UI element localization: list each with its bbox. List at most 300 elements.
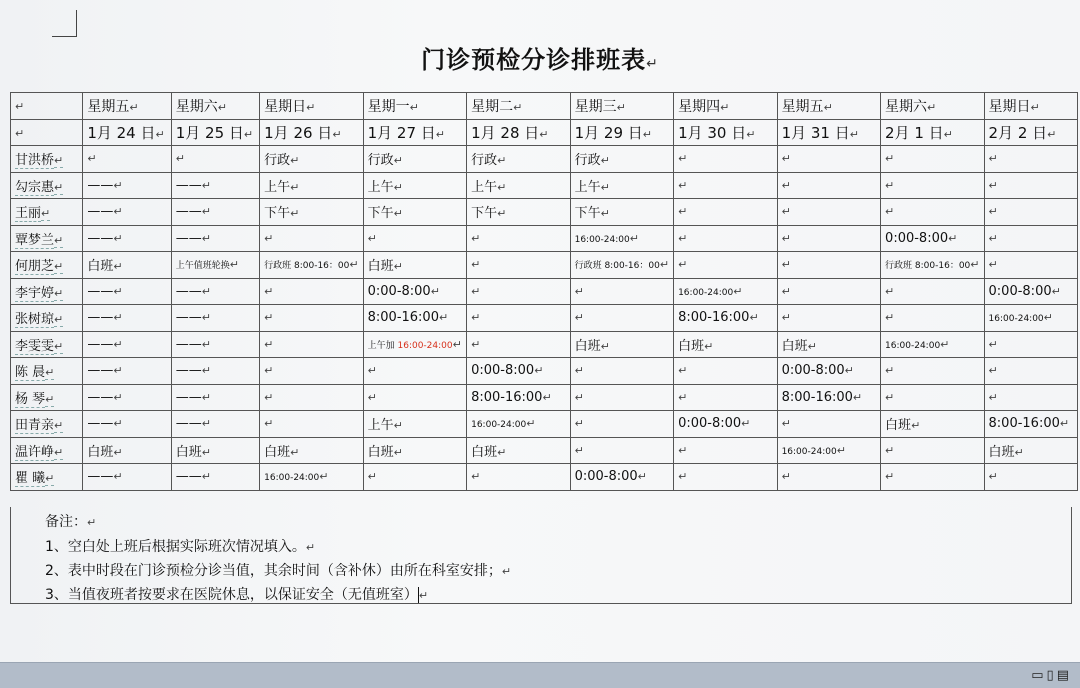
schedule-cell[interactable] [467,252,570,279]
paragraph-mark-icon: ↵ [290,154,300,168]
paragraph-mark-icon: ↵ [988,337,998,351]
paragraph-mark-icon: ↵ [885,178,895,192]
schedule-cell[interactable]: 下午↵ [570,199,673,226]
date-header-0[interactable]: 1月 24 日↵ [83,119,171,146]
paragraph-mark-icon: ↵ [539,127,549,141]
paragraph-mark-icon: ↵ [113,284,123,298]
paragraph-mark-icon: ↵ [155,127,165,141]
table-row [11,252,1078,279]
paragraph-mark-icon: ↵ [497,180,507,194]
paragraph-mark-icon: ↵ [600,207,610,221]
paragraph-mark-icon: ↵ [1047,127,1057,141]
date-header-9[interactable]: 2月 2 日↵ [984,119,1077,146]
view-normal-icon[interactable]: ▭ [1031,668,1047,683]
schedule-cell[interactable]: ——↵ [171,278,259,305]
paragraph-mark-icon: ↵ [943,127,953,141]
status-bar [0,662,1080,688]
schedule-cell[interactable]: 白班↵ [570,331,673,358]
date-header-row [11,119,1078,146]
table-row [11,331,1078,358]
schedule-cell[interactable]: 上午↵ [260,172,363,199]
paragraph-mark-icon: ↵ [217,100,227,114]
schedule-cell[interactable] [363,358,466,385]
paragraph-mark-icon: ↵ [940,337,950,351]
schedule-cell[interactable]: ——↵ [171,305,259,332]
table-row [11,172,1078,199]
schedule-cell[interactable] [260,331,363,358]
staff-name[interactable]: 甘洪桥↵ [11,146,83,173]
schedule-cell[interactable] [777,252,880,279]
weekday-header-6[interactable]: 星期四↵ [674,93,777,120]
paragraph-mark-icon: ↵ [574,311,584,325]
paragraph-mark-icon: ↵ [367,231,377,245]
view-buttons[interactable] [1031,668,1072,683]
table-row [11,146,1078,173]
table-row [11,199,1078,226]
schedule-cell[interactable]: 白班↵ [674,331,777,358]
weekday-header-4[interactable]: 星期二↵ [467,93,570,120]
schedule-cell[interactable] [777,146,880,173]
date-header-3[interactable]: 1月 27 日↵ [363,119,466,146]
paragraph-mark-icon: ↵ [1051,284,1061,298]
schedule-cell[interactable]: 0:00-8:00↵ [881,225,984,252]
schedule-cell[interactable]: ——↵ [171,172,259,199]
paragraph-mark-icon: ↵ [781,178,791,192]
paragraph-mark-icon: ↵ [409,100,419,114]
schedule-cell[interactable] [260,305,363,332]
schedule-cell[interactable]: ——↵ [83,305,171,332]
paragraph-mark-icon: ↵ [471,284,481,298]
schedule-cell[interactable]: 16:00-24:00↵ [467,411,570,438]
schedule-cell[interactable] [881,358,984,385]
paragraph-mark-icon: ↵ [988,231,998,245]
paragraph-mark-icon: ↵ [678,152,688,166]
schedule-cell[interactable] [777,199,880,226]
paragraph-mark-icon: ↵ [201,470,211,484]
paragraph-mark-icon: ↵ [471,258,481,272]
paragraph-mark-icon: ↵ [113,205,123,219]
schedule-cell[interactable]: 16:00-24:00↵ [881,331,984,358]
paragraph-mark-icon: ↵ [471,337,481,351]
schedule-cell[interactable] [674,384,777,411]
schedule-cell[interactable]: 上午↵ [570,172,673,199]
paragraph-mark-icon: ↵ [852,390,863,404]
schedule-cell[interactable] [674,464,777,491]
schedule-cell[interactable]: 白班↵ [363,437,466,464]
note-item-1[interactable]: 1、空白处上班后根据实际班次情况填入。↵ [45,539,316,555]
paragraph-mark-icon: ↵ [526,417,536,431]
paragraph-mark-icon: ↵ [574,284,584,298]
schedule-cell[interactable]: 0:00-8:00↵ [570,464,673,491]
schedule-cell[interactable]: 白班↵ [83,252,171,279]
paragraph-mark-icon: ↵ [113,390,123,404]
paragraph-mark-icon: ↵ [1043,311,1053,325]
schedule-cell[interactable]: 上午加 16:00-24:00↵ [363,331,466,358]
schedule-cell[interactable] [467,225,570,252]
schedule-cell[interactable] [881,172,984,199]
schedule-cell[interactable]: 16:00-24:00↵ [570,225,673,252]
weekday-header-9[interactable]: 星期日↵ [984,93,1077,120]
paragraph-mark-icon: ↵ [678,364,688,378]
paragraph-mark-icon: ↵ [704,339,714,353]
paragraph-mark-icon: ↵ [646,56,659,72]
schedule-cell[interactable]: 行政班 8:00-16：00↵ [260,252,363,279]
schedule-cell[interactable]: 16:00-24:00↵ [984,305,1077,332]
schedule-cell[interactable] [674,199,777,226]
paragraph-mark-icon: ↵ [332,127,342,141]
schedule-cell[interactable] [674,172,777,199]
paragraph-mark-icon: ↵ [438,311,449,325]
staff-name[interactable]: 杨 琴↵ [11,384,83,411]
schedule-cell[interactable]: ——↵ [171,199,259,226]
schedule-cell[interactable]: 白班↵ [83,437,171,464]
schedule-cell[interactable] [674,437,777,464]
paragraph-mark-icon: ↵ [471,231,481,245]
paragraph-mark-icon: ↵ [264,284,274,298]
schedule-cell[interactable] [881,305,984,332]
schedule-cell[interactable]: 行政班 8:00-16：00↵ [881,252,984,279]
schedule-cell[interactable] [260,278,363,305]
paragraph-mark-icon: ↵ [87,152,97,166]
paragraph-mark-icon: ↵ [600,339,610,353]
schedule-cell[interactable]: 白班↵ [171,437,259,464]
schedule-cell[interactable] [984,384,1077,411]
paragraph-mark-icon: ↵ [1030,100,1040,114]
date-header-4[interactable]: 1月 28 日↵ [467,119,570,146]
staff-name[interactable]: 温许峥↵ [11,437,83,464]
schedule-cell[interactable]: 0:00-8:00↵ [467,358,570,385]
paragraph-mark-icon: ↵ [201,311,211,325]
paragraph-mark-icon: ↵ [781,152,791,166]
schedule-cell[interactable]: ——↵ [171,358,259,385]
corner-cell[interactable] [11,119,83,146]
schedule-cell[interactable] [984,146,1077,173]
schedule-cell[interactable] [984,225,1077,252]
schedule-cell[interactable] [570,411,673,438]
schedule-cell[interactable] [570,384,673,411]
staff-name[interactable]: 王丽↵ [11,199,83,226]
paragraph-mark-icon: ↵ [849,127,859,141]
paragraph-mark-icon: ↵ [948,231,958,245]
staff-name[interactable]: 田青亲↵ [11,411,83,438]
schedule-cell[interactable]: ——↵ [171,331,259,358]
schedule-cell[interactable] [984,358,1077,385]
staff-name[interactable]: 勾宗惠↵ [11,172,83,199]
schedule-cell[interactable] [674,225,777,252]
weekday-header-5[interactable]: 星期三↵ [570,93,673,120]
paragraph-mark-icon: ↵ [885,311,895,325]
paragraph-mark-icon: ↵ [113,470,123,484]
paragraph-mark-icon: ↵ [201,231,211,245]
weekday-header-row [11,93,1078,120]
crop-mark [52,10,77,37]
paragraph-mark-icon: ↵ [574,390,584,404]
paragraph-mark-icon: ↵ [574,364,584,378]
schedule-cell[interactable]: ——↵ [83,225,171,252]
schedule-cell[interactable] [777,225,880,252]
schedule-cell[interactable] [674,358,777,385]
schedule-cell[interactable] [674,252,777,279]
paragraph-mark-icon: ↵ [129,100,139,114]
schedule-cell[interactable] [984,331,1077,358]
schedule-cell[interactable] [171,146,259,173]
schedule-cell[interactable] [674,146,777,173]
schedule-cell[interactable]: 0:00-8:00↵ [674,411,777,438]
paragraph-mark-icon: ↵ [306,100,316,114]
schedule-cell[interactable] [777,464,880,491]
staff-name[interactable]: 李雯雯↵ [11,331,83,358]
paragraph-mark-icon: ↵ [678,390,688,404]
schedule-cell[interactable]: 8:00-16:00↵ [674,305,777,332]
view-layout-icon[interactable]: ▯ [1046,668,1057,683]
schedule-cell[interactable]: 下午↵ [363,199,466,226]
schedule-cell[interactable]: ——↵ [171,225,259,252]
schedule-cell[interactable] [777,411,880,438]
staff-name[interactable]: 何朋芝↵ [11,252,83,279]
paragraph-mark-icon: ↵ [113,311,123,325]
schedule-cell[interactable] [570,278,673,305]
schedule-cell[interactable]: 下午↵ [260,199,363,226]
schedule-cell[interactable]: 白班↵ [260,437,363,464]
schedule-cell[interactable]: 白班↵ [881,411,984,438]
paragraph-mark-icon: ↵ [885,390,895,404]
paragraph-mark-icon: ↵ [393,207,403,221]
schedule-cell[interactable] [363,464,466,491]
paragraph-mark-icon: ↵ [911,419,921,433]
schedule-cell[interactable]: ——↵ [83,172,171,199]
date-header-8[interactable]: 2月 1 日↵ [881,119,984,146]
paragraph-mark-icon: ↵ [823,100,833,114]
schedule-cell[interactable]: 行政↵ [570,146,673,173]
schedule-cell[interactable]: 16:00-24:00↵ [674,278,777,305]
schedule-cell[interactable]: 上午↵ [467,172,570,199]
schedule-cell[interactable]: ——↵ [171,464,259,491]
schedule-cell[interactable] [570,305,673,332]
paragraph-mark-icon: ↵ [988,470,998,484]
paragraph-mark-icon: ↵ [988,258,998,272]
schedule-cell[interactable] [881,384,984,411]
paragraph-mark-icon: ↵ [988,152,998,166]
paragraph-mark-icon: ↵ [243,127,254,141]
paragraph-mark-icon: ↵ [319,470,329,484]
weekday-header-2[interactable]: 星期日↵ [260,93,363,120]
schedule-cell[interactable] [881,199,984,226]
paragraph-mark-icon: ↵ [781,205,791,219]
schedule-cell[interactable]: 8:00-16:00↵ [363,305,466,332]
paragraph-mark-icon: ↵ [367,470,377,484]
paragraph-mark-icon: ↵ [781,311,791,325]
schedule-cell[interactable] [881,146,984,173]
paragraph-mark-icon: ↵ [534,364,544,378]
schedule-cell[interactable] [570,437,673,464]
paragraph-mark-icon: ↵ [807,339,817,353]
paragraph-mark-icon: ↵ [781,284,791,298]
paragraph-mark-icon: ↵ [642,127,652,141]
schedule-cell[interactable] [260,384,363,411]
paragraph-mark-icon: ↵ [781,258,791,272]
weekday-header-3[interactable]: 星期一↵ [363,93,466,120]
schedule-cell[interactable] [984,464,1077,491]
schedule-cell[interactable]: 0:00-8:00↵ [984,278,1077,305]
note-item-2[interactable]: 2、表中时段在门诊预检分诊当值，其余时间（含补休）由所在科室安排；↵ [45,563,512,579]
schedule-cell[interactable] [260,358,363,385]
paragraph-mark-icon: ↵ [15,127,25,141]
schedule-cell[interactable]: 行政↵ [260,146,363,173]
schedule-cell[interactable]: 16:00-24:00↵ [260,464,363,491]
weekday-header-0[interactable]: 星期五↵ [83,93,171,120]
date-header-6[interactable]: 1月 30 日↵ [674,119,777,146]
paragraph-mark-icon: ↵ [836,443,846,457]
schedule-cell[interactable] [984,199,1077,226]
schedule-cell[interactable]: 行政↵ [363,146,466,173]
schedule-cell[interactable]: 上午↵ [363,172,466,199]
note-item-3[interactable]: 3、当值夜班者按要求在医院休息，以保证安全（无值班室）↵ [45,587,429,603]
schedule-cell[interactable]: ——↵ [83,384,171,411]
schedule-cell[interactable]: 16:00-24:00↵ [777,437,880,464]
paragraph-mark-icon: ↵ [113,445,123,459]
paragraph-mark-icon: ↵ [175,152,185,166]
paragraph-mark-icon: ↵ [720,100,730,114]
schedule-cell[interactable]: 8:00-16:00↵ [984,411,1077,438]
paragraph-mark-icon: ↵ [678,231,688,245]
schedule-cell[interactable]: 0:00-8:00↵ [777,358,880,385]
paragraph-mark-icon: ↵ [452,337,462,351]
paragraph-mark-icon: ↵ [264,337,274,351]
paragraph-mark-icon: ↵ [113,364,123,378]
schedule-cell[interactable]: 行政↵ [467,146,570,173]
schedule-cell[interactable]: 上午↵ [363,411,466,438]
corner-cell[interactable] [11,93,83,120]
schedule-cell[interactable] [467,278,570,305]
schedule-cell[interactable] [881,464,984,491]
schedule-cell[interactable]: ——↵ [83,278,171,305]
date-header-5[interactable]: 1月 29 日↵ [570,119,673,146]
staff-name[interactable]: 李宇婷↵ [11,278,83,305]
schedule-cell[interactable] [570,358,673,385]
paragraph-mark-icon: ↵ [264,417,274,431]
paragraph-mark-icon: ↵ [201,205,211,219]
date-header-7[interactable]: 1月 31 日↵ [777,119,880,146]
schedule-cell[interactable]: 上午值班轮换↵ [171,252,259,279]
paragraph-mark-icon: ↵ [229,258,239,272]
paragraph-mark-icon: ↵ [885,364,895,378]
paragraph-mark-icon: ↵ [113,231,123,245]
paragraph-mark-icon: ↵ [574,417,584,431]
paragraph-mark-icon: ↵ [264,390,274,404]
schedule-cell[interactable] [363,384,466,411]
schedule-cell[interactable]: ——↵ [171,411,259,438]
schedule-cell[interactable]: 白班↵ [984,437,1077,464]
schedule-cell[interactable]: ——↵ [83,199,171,226]
paragraph-mark-icon: ↵ [988,178,998,192]
schedule-cell[interactable] [881,278,984,305]
schedule-cell[interactable] [777,305,880,332]
weekday-header-8[interactable]: 星期六↵ [881,93,984,120]
schedule-cell[interactable]: ——↵ [83,411,171,438]
paragraph-mark-icon: ↵ [629,231,639,245]
paragraph-mark-icon: ↵ [497,154,507,168]
paragraph-mark-icon: ↵ [988,364,998,378]
table-row [11,358,1078,385]
schedule-cell[interactable]: ——↵ [83,331,171,358]
schedule-cell[interactable]: 白班↵ [777,331,880,358]
paragraph-mark-icon: ↵ [885,443,895,457]
schedule-cell[interactable] [467,331,570,358]
staff-name[interactable]: 张树琼↵ [11,305,83,332]
paragraph-mark-icon: ↵ [393,154,403,168]
weekday-header-1[interactable]: 星期六↵ [171,93,259,120]
schedule-cell[interactable] [777,278,880,305]
table-row [11,225,1078,252]
schedule-cell[interactable] [984,252,1077,279]
schedule-cell[interactable]: ——↵ [171,384,259,411]
schedule-cell[interactable] [260,225,363,252]
schedule-cell[interactable] [467,464,570,491]
paragraph-mark-icon: ↵ [741,417,751,431]
paragraph-mark-icon: ↵ [367,390,377,404]
paragraph-mark-icon: ↵ [264,311,274,325]
schedule-cell[interactable] [777,172,880,199]
staff-name[interactable]: 陈 晨↵ [11,358,83,385]
notes-section [10,507,1072,604]
schedule-cell[interactable]: 白班↵ [467,437,570,464]
schedule-table [10,92,1078,491]
paragraph-mark-icon: ↵ [885,284,895,298]
schedule-cell[interactable]: ——↵ [83,464,171,491]
page-title [0,40,1080,75]
schedule-cell[interactable]: 8:00-16:00↵ [467,384,570,411]
paragraph-mark-icon: ↵ [749,311,759,325]
paragraph-mark-icon: ↵ [844,364,854,378]
paragraph-mark-icon: ↵ [471,470,481,484]
staff-name[interactable]: 瞿 曦↵ [11,464,83,491]
paragraph-mark-icon: ↵ [678,470,688,484]
schedule-cell[interactable] [881,437,984,464]
schedule-cell[interactable]: 0:00-8:00↵ [363,278,466,305]
paragraph-mark-icon: ↵ [927,100,937,114]
paragraph-mark-icon: ↵ [290,180,300,194]
schedule-cell[interactable] [363,225,466,252]
paragraph-mark-icon: ↵ [113,337,123,351]
schedule-cell[interactable]: 下午↵ [467,199,570,226]
paragraph-mark-icon: ↵ [264,364,274,378]
date-header-1[interactable]: 1月 25 日↵ [171,119,259,146]
weekday-header-7[interactable]: 星期五↵ [777,93,880,120]
paragraph-mark-icon: ↵ [600,154,610,168]
paragraph-mark-icon: ↵ [349,258,359,272]
paragraph-mark-icon: ↵ [113,260,123,274]
schedule-cell[interactable] [467,305,570,332]
schedule-cell[interactable]: ——↵ [83,358,171,385]
staff-name[interactable]: 覃梦兰↵ [11,225,83,252]
schedule-cell[interactable]: 白班↵ [363,252,466,279]
paragraph-mark-icon: ↵ [678,178,688,192]
paragraph-mark-icon: ↵ [781,470,791,484]
schedule-cell[interactable] [984,172,1077,199]
paragraph-mark-icon: ↵ [201,284,211,298]
table-row [11,305,1078,332]
schedule-cell[interactable] [260,411,363,438]
schedule-cell[interactable]: 8:00-16:00↵ [777,384,880,411]
paragraph-mark-icon: ↵ [1014,445,1024,459]
paragraph-mark-icon: ↵ [393,180,403,194]
paragraph-mark-icon: ↵ [988,390,998,404]
schedule-cell[interactable] [83,146,171,173]
paragraph-mark-icon: ↵ [678,443,688,457]
date-header-2[interactable]: 1月 26 日↵ [260,119,363,146]
view-outline-icon[interactable]: ▤ [1056,668,1072,683]
schedule-cell[interactable]: 行政班 8:00-16：00↵ [570,252,673,279]
